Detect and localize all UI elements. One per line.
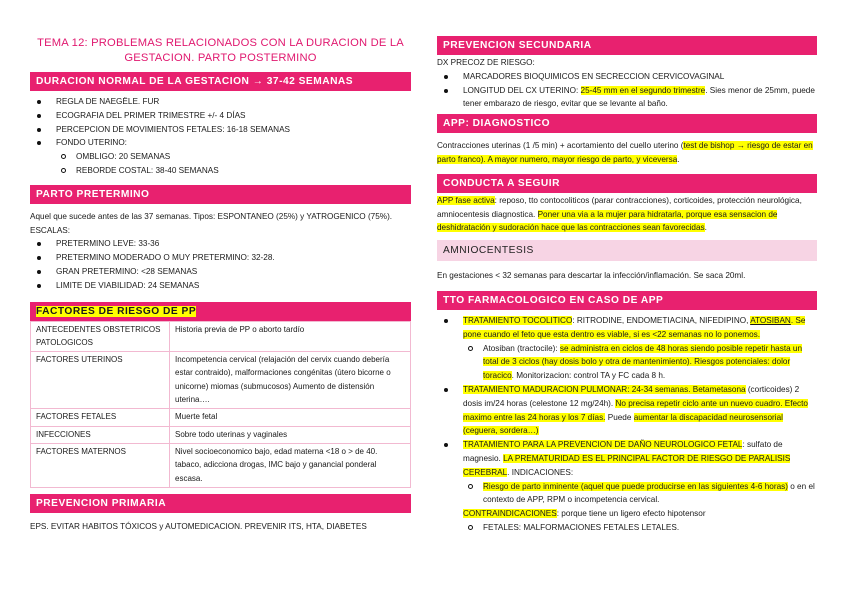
table-cell-key: FACTORES MATERNOS xyxy=(31,443,170,487)
highlight-run: APP fase activa xyxy=(437,195,495,205)
list-subitem: FETALES: MALFORMACIONES FETALES LETALES. xyxy=(437,521,817,535)
list-item: GRAN PRETERMINO: <28 SEMANAS xyxy=(30,265,411,279)
secundaria-list xyxy=(437,70,817,111)
text-run: . INDICACIONES: xyxy=(507,467,574,477)
highlight-run: . Se pone cuando el feto que esta dentro es viable, si es <22 semanas no lo ponemos. xyxy=(463,315,806,339)
table-cell-key: FACTORES UTERINOS xyxy=(31,352,170,409)
list-item: MARCADORES BIOQUIMICOS EN SECRECCION CERVICOVAGINAL xyxy=(437,70,817,84)
table-cell-key: FACTORES FETALES xyxy=(31,409,170,426)
text-run: : sulfato de magnesio. xyxy=(463,440,783,463)
highlight-run: LA PREMATURIDAD ES EL PRINCIPAL FACTOR DE RIESGO DE PARALISIS CEREBRAL xyxy=(463,453,791,477)
text-run: . Sies menor de 25mm, puede tener embarazo de riesgo, evitar que se levante al baño. xyxy=(463,85,815,109)
diagnostico-header: APP: DIAGNOSTICO xyxy=(437,114,817,133)
text-run: : reposo, tto contocoliticos (parar contracciones), corticoides, protección neurológica, amniocentesis diagnostica. xyxy=(437,195,802,219)
contra-list xyxy=(437,521,817,535)
table-row xyxy=(31,443,411,487)
highlight-run: ATOSIBAN xyxy=(750,315,791,325)
text-run: . xyxy=(704,223,707,233)
table-cell-key: ANTECEDENTES OBSTETRICOS PATOLOGICOS xyxy=(31,321,170,352)
highlight-run: No precisa repetir ciclo ante un nuevo cuadro. Efecto maximo entre las 24 horas y los 7 días. xyxy=(463,398,808,422)
conducta-header: CONDUCTA A SEGUIR xyxy=(437,174,817,193)
table-row xyxy=(31,426,411,443)
list-item: REGLA DE NAEGËLE. FUR xyxy=(30,95,411,109)
amniocentesis-text: En gestaciones < 32 semanas para descartar la infección/inflamación. Se saca 20ml. xyxy=(437,271,746,281)
duracion-list xyxy=(30,95,411,178)
highlight-run: Poner una via a la mujer para hidratarla, porque esa sensacion de deshidratación y sudoración hace que las contracciones sean favorecidas xyxy=(437,209,778,233)
factores-header-text: FACTORES DE RIESGO DE PP xyxy=(36,305,197,317)
text-run: : porque tiene un ligero efecto hipotensor xyxy=(556,509,706,519)
table-row xyxy=(31,352,411,409)
conducta-text xyxy=(437,194,817,235)
contraindicaciones xyxy=(437,507,817,521)
list-item: LIMITE DE VIABILIDAD: 24 SEMANAS xyxy=(30,279,411,293)
highlight-run: 25-45 mm en el segundo trimestre xyxy=(580,85,706,95)
table-cell-value: Nivel socioeconomico bajo, edad materna <18 o > de 40. tabaco, adicciona drogas, IMC bajo y ganancial ponderal escasa. xyxy=(170,443,411,487)
text-run: Atosiban (tractocile): xyxy=(483,343,560,353)
text-run: o en el contexto de APP, RPM o incompetencia cervical. xyxy=(483,481,815,505)
right-column xyxy=(437,0,817,535)
table-cell-value: Sobre todo uterinas y vaginales xyxy=(170,426,411,443)
table-cell-key: INFECCIONES xyxy=(31,426,170,443)
primaria-header: PREVENCION PRIMARIA xyxy=(30,494,411,513)
highlight-run: Riesgo de parto inminente (aquel que puede producirse en las siguientes 4-6 horas) xyxy=(483,481,788,491)
list-item: ECOGRAFIA DEL PRIMER TRIMESTRE +/- 4 DÍAS xyxy=(30,109,411,123)
page-title: TEMA 12: PROBLEMAS RELACIONADOS CON LA DURACION DE LA GESTACION. PARTO POSTERMINO xyxy=(37,37,404,64)
table-row xyxy=(31,321,411,352)
secundaria-intro: DX PRECOZ DE RIESGO: xyxy=(437,58,535,67)
text-run: Contracciones uterinas (1 /5 min) + acortamiento del cuello uterino ( xyxy=(437,141,684,151)
list-subitem: OMBLIGO: 20 SEMANAS xyxy=(30,150,411,164)
pretermino-intro: Aquel que sucede antes de las 37 semanas. Tipos: ESPONTANEO (25%) y YATROGENICO (75%). ESCALAS: xyxy=(30,211,393,235)
table-cell-value: Muerte fetal xyxy=(170,409,411,426)
pretermino-header: PARTO PRETERMINO xyxy=(30,185,411,204)
primaria-text: EPS. EVITAR HABITOS TÓXICOS y AUTOMEDICACION. PREVENIR ITS, HTA, DIABETES xyxy=(30,521,367,531)
list-item xyxy=(437,84,817,112)
factores-header xyxy=(30,302,411,321)
list-item: PRETERMINO LEVE: 33-36 xyxy=(30,237,411,251)
text-run: Puede xyxy=(605,412,634,422)
highlight-run: se administra en ciclos de 48 horas siendo posible repetir hasta un total de 3 ciclos (hay dosis bolo y otra de mantenimiento). Riesgos potenciales: dolor toracico xyxy=(483,343,803,381)
highlight-run: TRATAMIENTO MADURACION PULMONAR: 24-34 semanas. Betametasona xyxy=(463,384,746,394)
list-item xyxy=(437,438,817,479)
text-run: (corticoides) 2 dosis im/24 horas (celestone 12 mg/24h). xyxy=(463,384,800,408)
diagnostico-text xyxy=(437,139,817,167)
highlight-run: test de bishop → riesgo de estar en parto franco). A mayor numero, mayor riesgo de parto, y viceversa xyxy=(437,141,813,164)
amniocentesis-header: AMNIOCENTESIS xyxy=(437,240,817,261)
tto-header: TTO FARMACOLOGICO EN CASO DE APP xyxy=(437,291,817,310)
list-item: PERCEPCION DE MOVIMIENTOS FETALES: 16-18 SEMANAS xyxy=(30,123,411,137)
table-row xyxy=(31,409,411,426)
tto-list xyxy=(437,314,817,507)
list-item xyxy=(437,314,817,342)
table-cell-value: Historia previa de PP o aborto tardío xyxy=(170,321,411,352)
factores-table xyxy=(30,321,411,488)
highlight-run: CONTRAINDICACIONES xyxy=(463,509,557,519)
highlight-run: aumentar la discapacidad neurosensorial (ceguera, sordera…) xyxy=(463,412,783,436)
list-item xyxy=(437,383,817,438)
text-run: . Monitorizacion: control TA y FC cada 8 h. xyxy=(511,371,666,381)
list-item: FONDO UTERINO: xyxy=(30,136,411,150)
left-column xyxy=(30,0,411,534)
pretermino-list xyxy=(30,237,411,292)
text-run: LONGITUD DEL CX UTERINO: xyxy=(463,85,581,95)
list-subitem xyxy=(437,342,817,383)
table-cell-value: Incompetencia cervical (relajación del cervix cuando debería estar contraido), malformaciones congénitas (útero bicorne o unicorne) miomas (submucosos) Aumento de distensión uterina…. xyxy=(170,352,411,409)
highlight-run: TRATAMIENTO TOCOLITICO xyxy=(463,315,573,325)
secundaria-header: PREVENCION SECUNDARIA xyxy=(437,36,817,55)
list-subitem: REBORDE COSTAL: 38-40 SEMANAS xyxy=(30,164,411,178)
list-item: PRETERMINO MODERADO O MUY PRETERMINO: 32-28. xyxy=(30,251,411,265)
text-run: . xyxy=(677,154,680,164)
list-subitem xyxy=(437,480,817,508)
highlight-run: TRATAMIENTO PARA LA PREVENCION DE DAÑO NEUROLOGICO FETAL xyxy=(463,440,743,450)
duracion-header: DURACION NORMAL DE LA GESTACION → 37-42 SEMANAS xyxy=(30,72,411,91)
text-run: : RITRODINE, ENDOMETIACINA, NIFEDIPINO, xyxy=(572,315,751,325)
